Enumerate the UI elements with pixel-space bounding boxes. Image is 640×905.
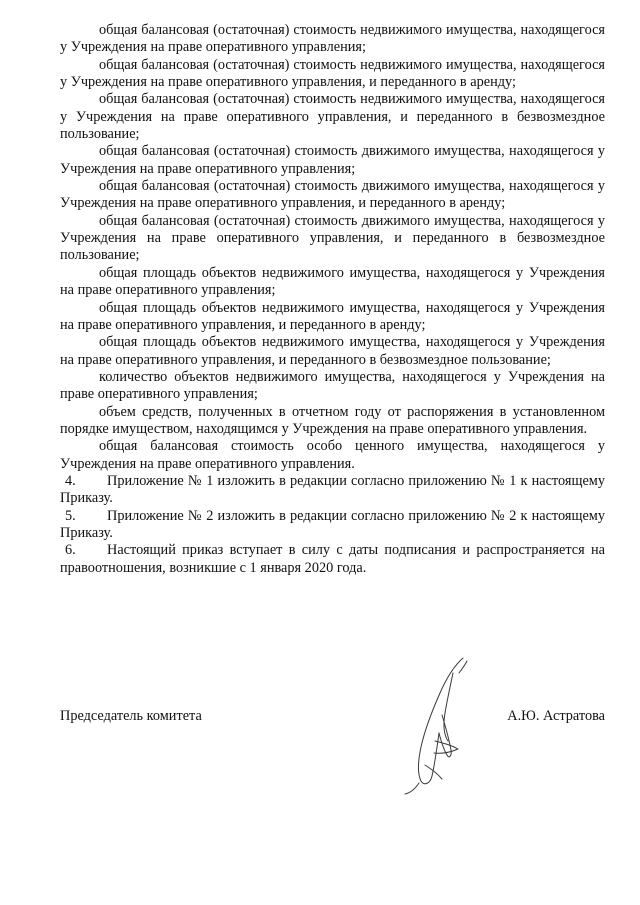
item-text: Настоящий приказ вступает в силу с даты подписания и распространяется на правоотношения, возникшие с 1 января 2020 года. (60, 542, 605, 576)
numbered-item-6 (60, 542, 605, 577)
item-number: 6. (65, 542, 76, 559)
signatory-name: А.Ю. Астратова (507, 708, 605, 724)
list-paragraph: общая площадь объектов недвижимого имущества, находящегося у Учреждения на праве оперативного управления, и переданного в аренду; (60, 299, 605, 333)
document-body (60, 22, 605, 577)
list-paragraph: общая балансовая (остаточная) стоимость недвижимого имущества, находящегося у Учреждения на праве оперативного управления; (60, 22, 605, 56)
list-paragraph: общая балансовая стоимость особо ценного имущества, находящегося у Учреждения на праве оперативного управления. (60, 438, 605, 472)
list-paragraph: общая площадь объектов недвижимого имущества, находящегося у Учреждения на праве оперативного управления, и переданного в безвозмездное пользование; (60, 334, 605, 368)
list-paragraph: общая площадь объектов недвижимого имущества, находящегося у Учреждения на праве оперативного управления; (60, 264, 605, 299)
item-text: Приложение № 1 изложить в редакции согласно приложению № 1 к настоящему Приказу. (60, 472, 605, 507)
numbered-item-5 (60, 508, 605, 543)
item-text: Приложение № 2 изложить в редакции согласно приложению № 2 к настоящему Приказу. (60, 507, 605, 541)
list-paragraph: общая балансовая (остаточная) стоимость движимого имущества, находящегося у Учреждения на праве оперативного управления; (60, 143, 605, 177)
signature-block (60, 708, 605, 728)
list-paragraph: общая балансовая (остаточная) стоимость недвижимого имущества, находящегося у Учреждения на праве оперативного управления, и переданного в безвозмездное пользование; (60, 91, 605, 143)
item-number: 4. (65, 472, 76, 489)
list-paragraph: общая балансовая (остаточная) стоимость недвижимого имущества, находящегося у Учреждения на праве оперативного управления, и переданного в аренду; (60, 56, 605, 91)
item-number: 5. (65, 507, 76, 524)
list-paragraph: количество объектов недвижимого имущества, находящегося у Учреждения на праве оперативного управления; (60, 368, 605, 403)
list-paragraph: общая балансовая (остаточная) стоимость движимого имущества, находящегося у Учреждения на праве оперативного управления, и переданного в аренду; (60, 178, 605, 212)
list-paragraph: объем средств, полученных в отчетном году от распоряжения в установленном порядке имуществом, находящимся у Учреждения на праве оперативного управления. (60, 403, 605, 437)
signatory-position: Председатель комитета (60, 708, 202, 724)
list-paragraph: общая балансовая (остаточная) стоимость движимого имущества, находящегося у Учреждения на праве оперативного управления, и переданного в безвозмездное пользование; (60, 212, 605, 264)
numbered-item-4 (60, 473, 605, 508)
